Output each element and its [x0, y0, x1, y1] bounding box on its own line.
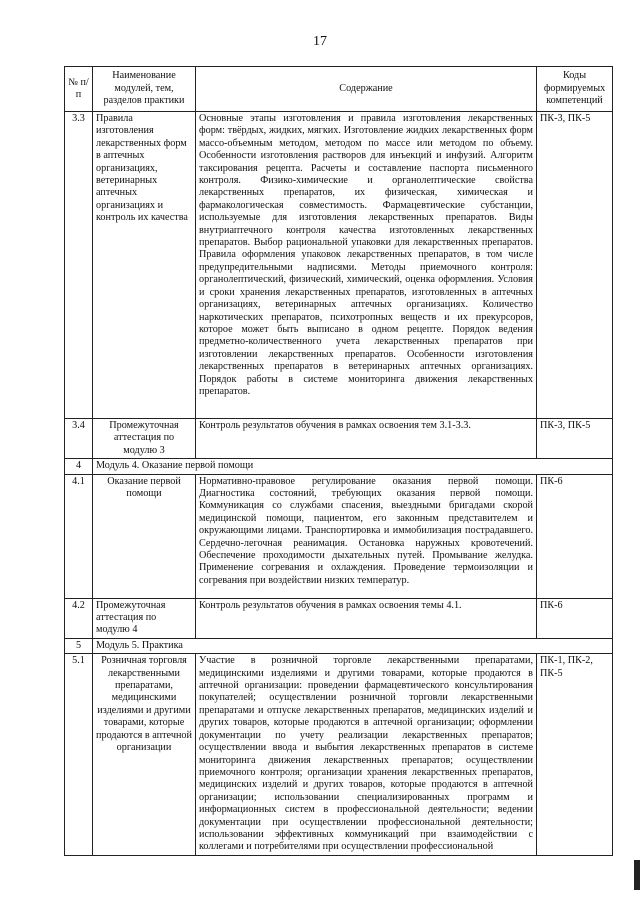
table-header-row	[65, 67, 613, 112]
module-title: Модуль 5. Практика	[93, 638, 613, 653]
page-number: 17	[313, 34, 327, 49]
header-num: № п/п	[65, 67, 93, 112]
table-row	[65, 419, 613, 459]
module-row	[65, 638, 613, 653]
row-name: Промежуточная аттестация по модулю 3	[93, 419, 196, 459]
table-row	[65, 654, 613, 856]
table-row	[65, 112, 613, 419]
row-codes: ПК-6	[537, 474, 613, 598]
row-codes: ПК-1, ПК-2, ПК-5	[537, 654, 613, 856]
module-title: Модуль 4. Оказание первой помощи	[93, 459, 613, 474]
module-row	[65, 459, 613, 474]
row-num: 4.1	[65, 474, 93, 598]
table-row	[65, 598, 613, 638]
curriculum-table	[64, 66, 613, 856]
module-num: 4	[65, 459, 93, 474]
row-codes: ПК-3, ПК-5	[537, 112, 613, 419]
scan-edge-mark	[634, 860, 640, 890]
row-content: Участие в розничной торговле лекарственными препаратами, медицинскими изделиями и другими товарами, которые продаются в аптечной организации: проведении фармацевтического консультирования покупателей; осуществлении розничной торговли лекарственными препаратами и отпуске лекарственных препаратов, медицинских изделий и других товаров, которые продаются в аптечной организации; оформлении документации по учету реализации лекарственных препаратов; осуществлении ввода и выбытия лекарственных препаратов в системе мониторинга движения лекарственных препаратов; осуществлении приемочного контроля; организации хранения лекарственных препаратов, медицинских изделий и других товаров, которые продаются в аптечной организации; использовании специализированных программ и информационных систем в профессиональной деятельности; ведении документации при осуществлении профессиональной деятельности; использовании эффективных коммуникаций при взаимодействии с коллегами и потребителями при осуществлении профессиональной	[196, 654, 537, 856]
module-num: 5	[65, 638, 93, 653]
row-content: Нормативно-правовое регулирование оказания первой помощи. Диагностика состояний, требующих оказания первой помощи. Коммуникация со службами спасения, выездными бригадами скорой медицинской помощи, пациентом, его законным представителем и окружающими лицами. Транспортировка и иммобилизация пострадавшего. Сердечно-легочная реанимация. Остановка наружных кровотечений. Обеспечение проходимости дыхательных путей. Промывание желудка. Применение согревания и охлаждения. Проведение термоизоляции и согревания при воздействии низких температур.	[196, 474, 537, 598]
row-num: 4.2	[65, 598, 93, 638]
row-num: 3.4	[65, 419, 93, 459]
row-content: Контроль результатов обучения в рамках освоения темы 4.1.	[196, 598, 537, 638]
row-codes: ПК-6	[537, 598, 613, 638]
row-content: Контроль результатов обучения в рамках освоения тем 3.1-3.3.	[196, 419, 537, 459]
row-content: Основные этапы изготовления и правила изготовления лекарственных форм: твёрдых, жидких, мягких. Изготовление жидких лекарственных форм массо-объемным методом, методом по массе или методом по объему. Особенности изготовления растворов для инъекций и инфузий. Алгоритм таксирования рецепта. Расчеты и составление паспорта письменного контроля. Физико-химические и органолептические свойства лекарственных препаратов, их физическая, химическая и фармакологическая совместимость. Фармацевтические субстанции, используемые для изготовления лекарственных препаратов. Виды внутриаптечного контроля качества изготовленных лекарственных препаратов. Выбор рациональной упаковки для лекарственных препаратов. Правила оформления упаковок лекарственных препаратов, в том числе предупредительными надписями. Методы приемочного контроля: органолептический, физический, химический, оценка оформления. Условия и сроки хранения лекарственных препаратов, изготовленных в аптечных организациях, ветеринарных аптечных организациях. Количество наркотических препаратов, психотропных веществ и их прекурсоров, которое может быть выписано в одном рецепте. Порядок ведения предметно-количественного учета лекарственных препаратов при изготовлении лекарственных препаратов. Особенности изготовления лекарственных препаратов в ветеринарных аптечных организациях. Порядок работы в системе мониторинга движения лекарственных препаратов.	[196, 112, 537, 419]
row-codes: ПК-3, ПК-5	[537, 419, 613, 459]
row-name: Оказание первой помощи	[93, 474, 196, 598]
header-content: Содержание	[196, 67, 537, 112]
row-name: Правила изготовления лекарственных форм в аптечных организациях, ветеринарных аптечных организациях и контроль их качества	[93, 112, 196, 419]
header-name: Наименование модулей, тем, разделов практики	[93, 67, 196, 112]
table-row	[65, 474, 613, 598]
row-name: Промежуточная аттестация по модулю 4	[93, 598, 196, 638]
row-num: 3.3	[65, 112, 93, 419]
row-num: 5.1	[65, 654, 93, 856]
row-name: Розничная торговля лекарственными препаратами, медицинскими изделиями и другими товарами, которые продаются в аптечной организации	[93, 654, 196, 856]
header-codes: Коды формируемых компетенций	[537, 67, 613, 112]
